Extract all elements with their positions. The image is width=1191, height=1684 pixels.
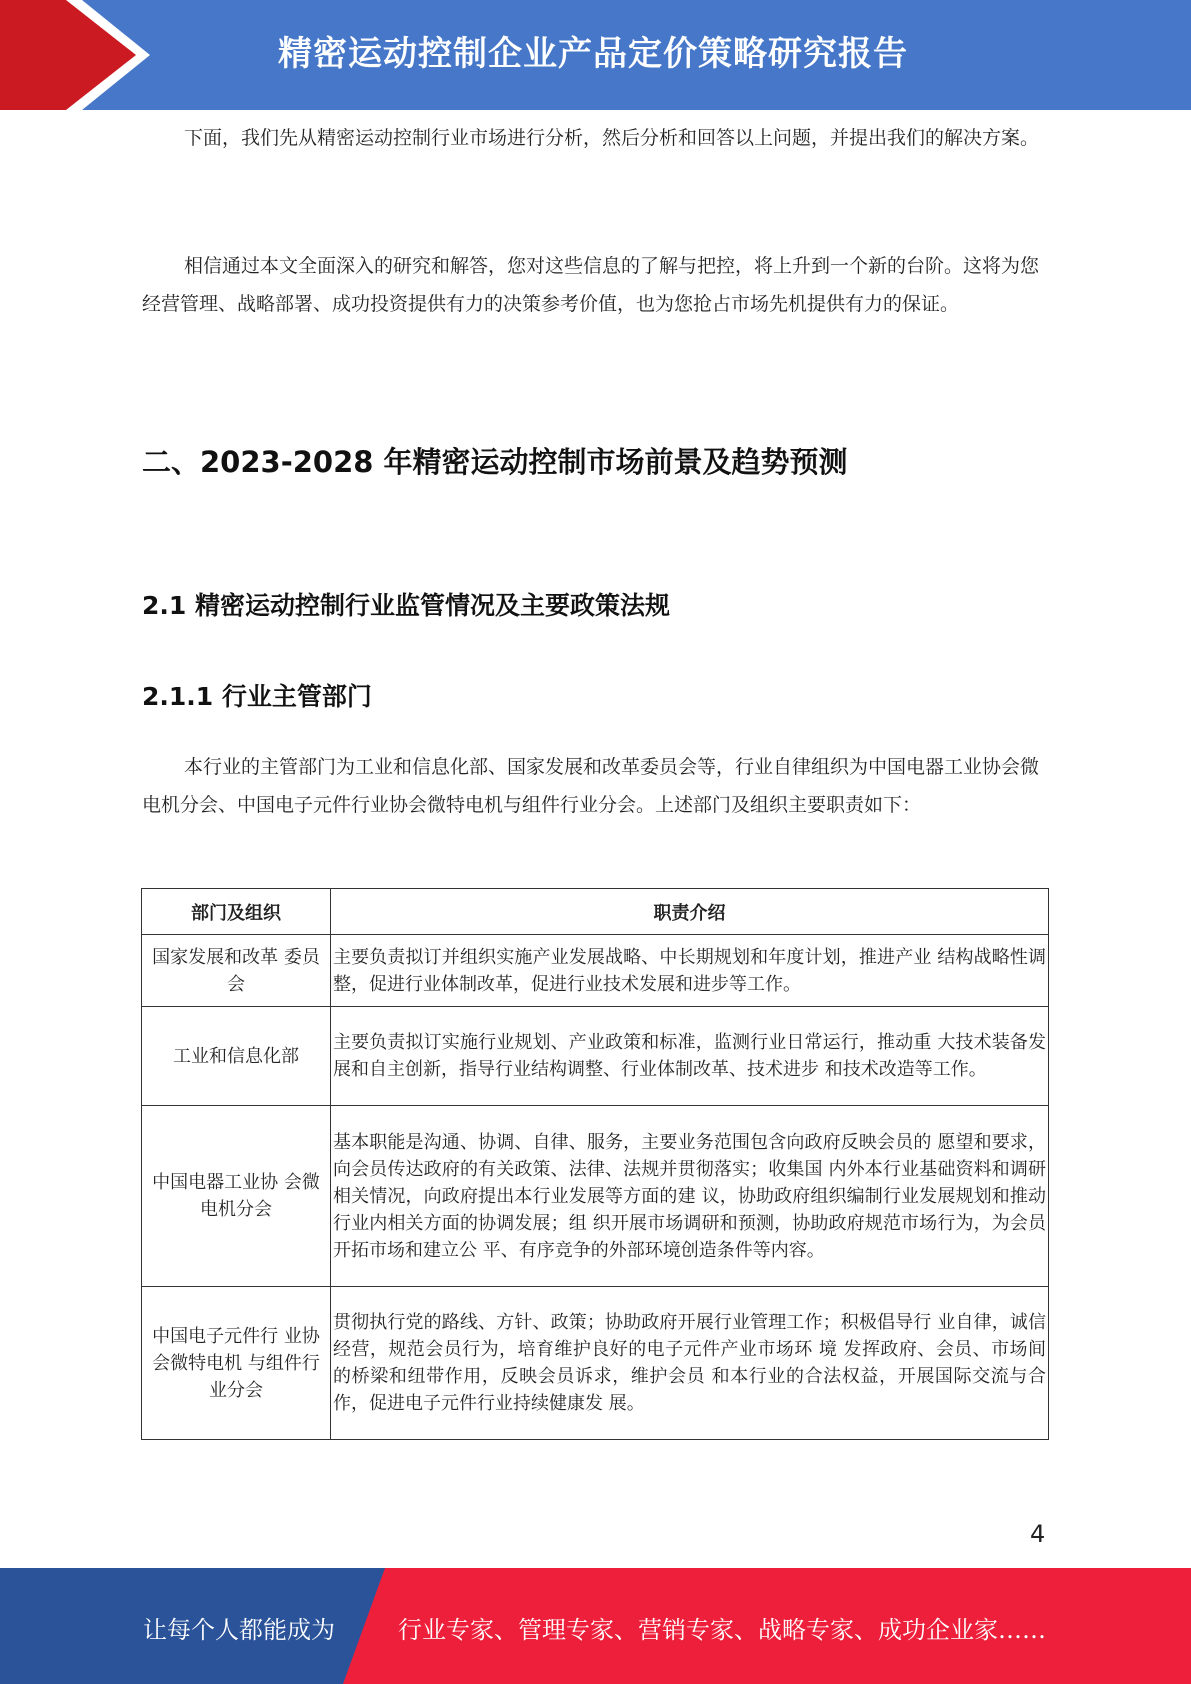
intro-paragraph-1: 下面，我们先从精密运动控制行业市场进行分析，然后分析和回答以上问题，并提出我们的解决方案。 (184, 127, 1040, 149)
table-cell-duty: 基本职能是沟通、协调、自律、服务，主要业务范围包含向政府反映会员的 愿望和要求，向会员传达政府的有关政策、法律、法规并贯彻落实；收集国 内外本行业基础资料和调研相关情况，向政府提出本行业发展等方面的建 议，协助政府组织编制行业发展规划和推动行业内相关方面的协调发展；组 织开展市场调研和预测，协助政府规范市场行为，为会员开拓市场和建立公 平、有序竞争的外部环境创造条件等内容。 (331, 1106, 1049, 1287)
duty-table (141, 888, 1049, 1440)
table-row (142, 1007, 1049, 1106)
table-cell-duty: 贯彻执行党的路线、方针、政策；协助政府开展行业管理工作；积极倡导行 业自律，诚信经营，规范会员行为，培育维护良好的电子元件产业市场环 境 发挥政府、会员、市场间的桥梁和纽带作用，反映会员诉求，维护会员 和本行业的合法权益，开展国际交流与合作，促进电子元件行业持续健康发 展。 (331, 1287, 1049, 1440)
report-title: 精密运动控制企业产品定价策略研究报告 (278, 34, 908, 74)
table-row (142, 935, 1049, 1007)
table-header-duty: 职责介绍 (331, 889, 1049, 935)
table-cell-org: 中国电器工业协 会微电机分会 (142, 1106, 331, 1287)
section-heading: 2.1 精密运动控制行业监管情况及主要政策法规 (142, 591, 670, 620)
table-cell-duty: 主要负责拟订实施行业规划、产业政策和标准，监测行业日常运行，推动重 大技术装备发展和自主创新，指导行业结构调整、行业体制改革、技术进步 和技术改造等工作。 (331, 1007, 1049, 1106)
subsection-heading: 2.1.1 行业主管部门 (142, 682, 372, 711)
footer-slogan-right: 行业专家、管理专家、营销专家、战略专家、成功企业家…… (398, 1616, 1046, 1644)
table-cell-org: 工业和信息化部 (142, 1007, 331, 1106)
table-row (142, 1287, 1049, 1440)
page-number: 4 (1030, 1520, 1046, 1548)
table-cell-org: 国家发展和改革 委员会 (142, 935, 331, 1007)
table-cell-org: 中国电子元件行 业协会微特电机 与组件行业分会 (142, 1287, 331, 1440)
table-header-row (142, 889, 1049, 935)
footer-slogan-left: 让每个人都能成为 (143, 1616, 335, 1644)
intro-paragraph-2: 相信通过本文全面深入的研究和解答，您对这些信息的了解与把控，将上升到一个新的台阶。这将为您经营管理、战略部署、成功投资提供有力的决策参考价值，也为您抢占市场先机提供有力的保证。 (142, 255, 1040, 315)
table-cell-duty: 主要负责拟订并组织实施产业发展战略、中长期规划和年度计划，推进产业 结构战略性调整，促进行业体制改革，促进行业技术发展和进步等工作。 (331, 935, 1049, 1007)
section-paragraph: 本行业的主管部门为工业和信息化部、国家发展和改革委员会等，行业自律组织为中国电器工业协会微电机分会、中国电子元件行业协会微特电机与组件行业分会。上述部门及组织主要职责如下： (142, 756, 1040, 816)
table-header-org: 部门及组织 (142, 889, 331, 935)
table-row (142, 1106, 1049, 1287)
chapter-heading: 二、2023-2028 年精密运动控制市场前景及趋势预测 (142, 445, 848, 479)
